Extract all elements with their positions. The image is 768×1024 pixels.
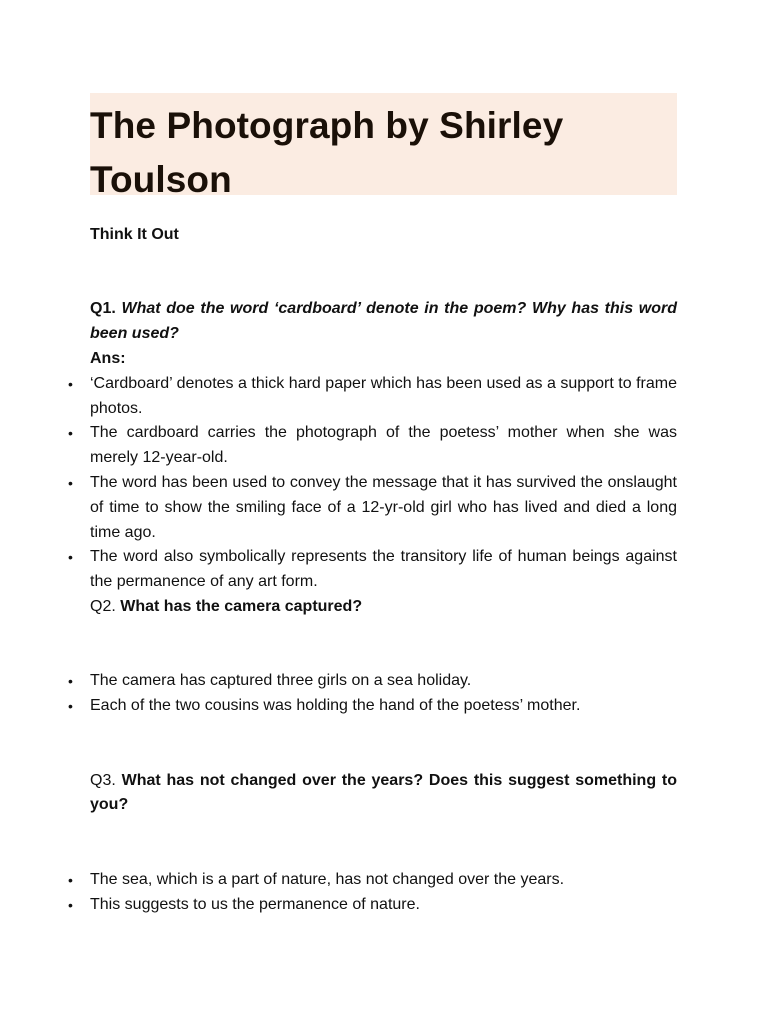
section-heading: Think It Out [90, 226, 179, 243]
question-2-text: What has the camera captured? [120, 597, 363, 615]
question-1 [90, 297, 677, 347]
list-item-text: This suggests to us the permanence of nature. [90, 895, 420, 913]
list-item [68, 868, 677, 893]
question-2-answers [68, 669, 677, 719]
question-2-number: Q2. [90, 597, 116, 615]
bullet-icon: • [68, 474, 73, 491]
list-item [68, 669, 677, 694]
question-3-text: What has not changed over the years? Does this suggest something to you? [90, 771, 677, 814]
spacer [90, 719, 677, 769]
list-item-text: The sea, which is a part of nature, has not changed over the years. [90, 870, 565, 888]
bullet-icon: • [68, 425, 73, 442]
question-3-number: Q3. [90, 771, 116, 789]
title-banner [90, 93, 677, 200]
page-title: The Photograph by Shirley Toulson [90, 105, 564, 200]
list-item-text: The word has been used to convey the message that it has survived the onslaught of time to show the smiling face of a 12-yr-old girl who has lived and died a long time ago. [90, 473, 677, 541]
bullet-icon: • [68, 673, 73, 690]
list-item-text: The word also symbolically represents the transitory life of human beings against the permanence of any art form. [90, 548, 677, 591]
question-3 [90, 769, 677, 819]
question-1-answers [68, 372, 677, 595]
question-1-number: Q1. [90, 300, 116, 318]
document-page [68, 93, 678, 917]
bullet-icon: • [68, 896, 73, 913]
question-2 [90, 595, 677, 620]
answer-label: Ans: [90, 349, 126, 367]
question-3-answers [68, 868, 677, 918]
spacer [90, 818, 677, 868]
bullet-icon: • [68, 375, 73, 392]
list-item [68, 372, 677, 422]
list-item-text: The cardboard carries the photograph of the poetess’ mother when she was merely 12-year-old. [90, 424, 677, 467]
list-item [68, 893, 677, 918]
list-item-text: The camera has captured three girls on a sea holiday. [90, 672, 472, 690]
list-item [68, 421, 677, 471]
list-item-text: Each of the two cousins was holding the hand of the poetess’ mother. [90, 697, 581, 715]
bullet-icon: • [68, 871, 73, 888]
list-item-text: ‘Cardboard’ denotes a thick hard paper which has been used as a support to frame photos. [90, 374, 677, 417]
question-1-text: What doe the word ‘cardboard’ denote in the poem? Why has this word been used? [90, 300, 678, 343]
list-item [68, 694, 677, 719]
list-item [68, 545, 677, 595]
bullet-icon: • [68, 549, 73, 566]
bullet-icon: • [68, 698, 73, 715]
spacer [90, 620, 677, 670]
list-item [68, 471, 677, 545]
